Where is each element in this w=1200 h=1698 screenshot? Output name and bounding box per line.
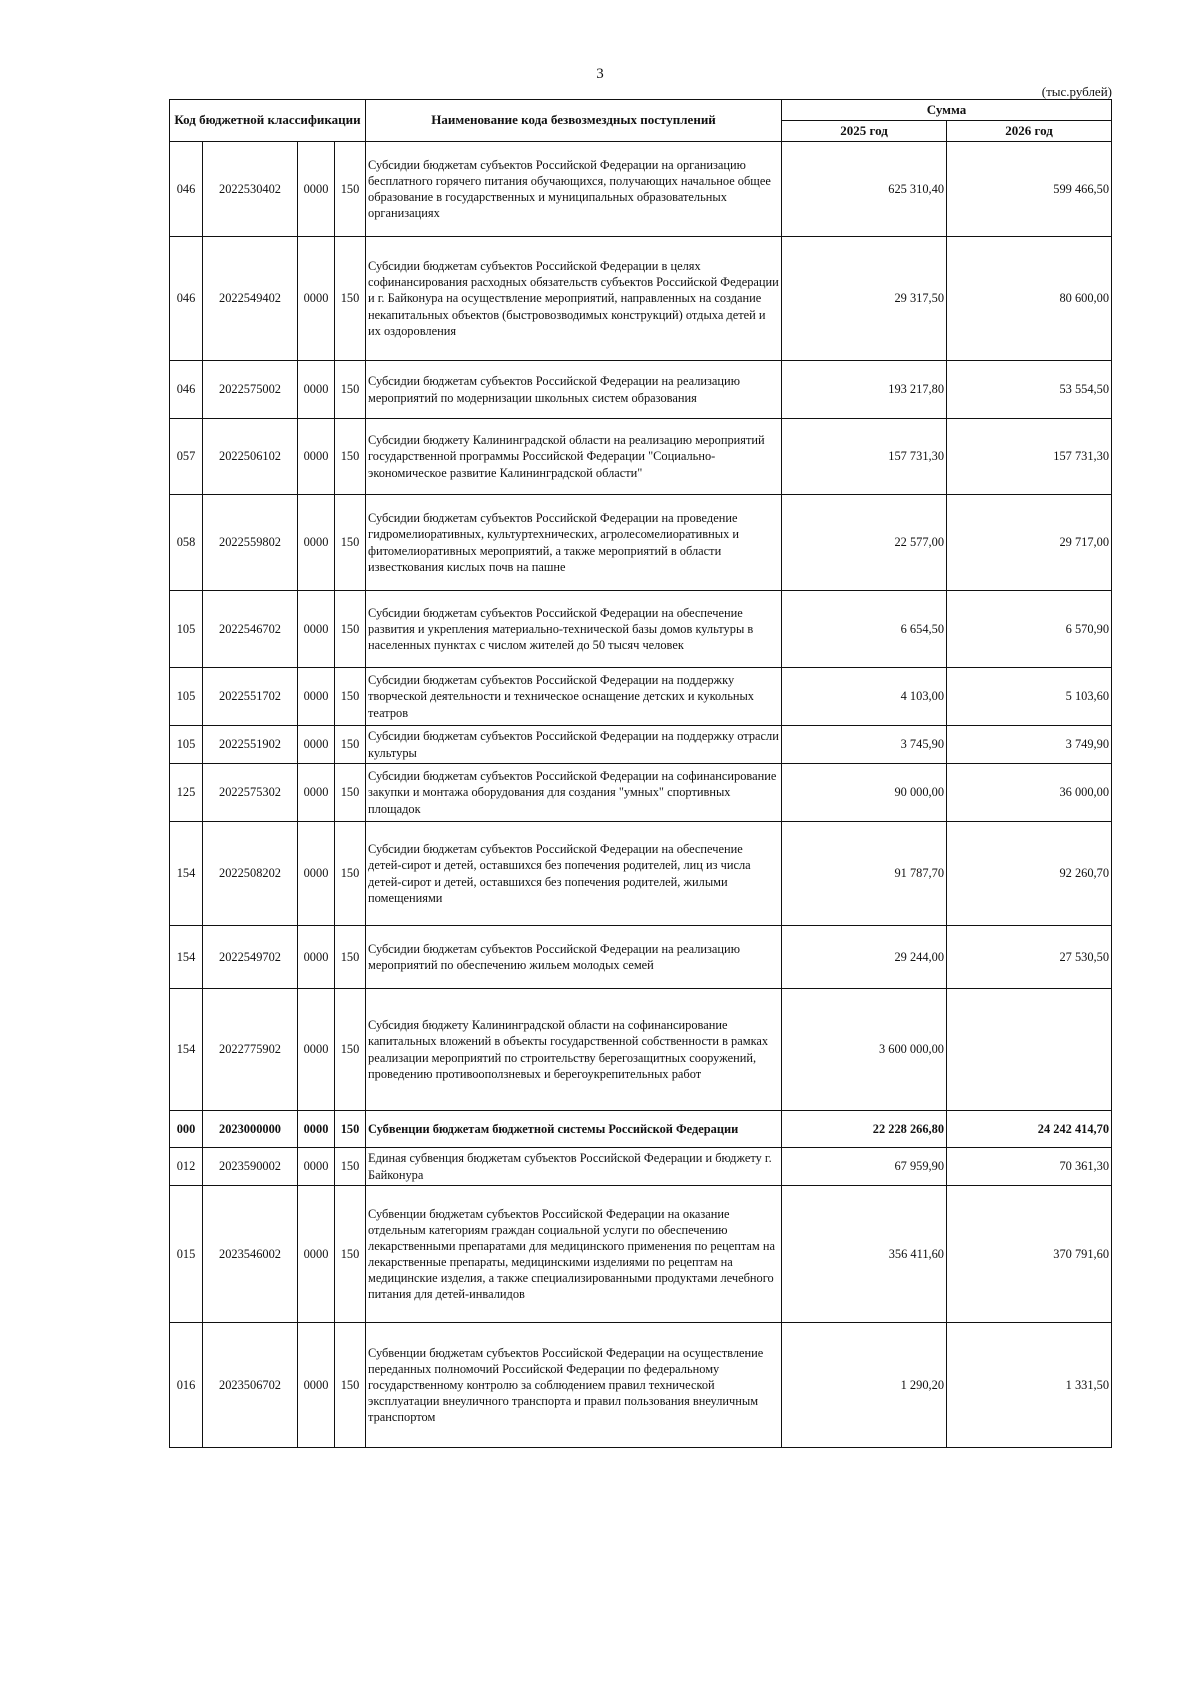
program-code-cell: 0000: [298, 1186, 335, 1323]
table-body: [170, 142, 1112, 1448]
amount-2026-cell: 370 791,60: [947, 1186, 1112, 1323]
admin-code-cell: 105: [170, 591, 203, 668]
revenue-name-cell: Субсидии бюджету Калининградской области на реализацию мероприятий государственной программы Российской Федерации "Социально-экономическое развитие Калининградской области": [366, 419, 782, 495]
table-row: [170, 237, 1112, 361]
revenue-name-cell: Субвенции бюджетам субъектов Российской Федерации на оказание отдельным категориям граждан социальной услуги по обеспечению лекарственными препаратами для медицинского применения по рецептам на лекарственные препараты, медицинскими изделиями по рецептам на медицинские изделия, а также специализированными продуктами лечебного питания для детей-инвалидов: [366, 1186, 782, 1323]
economic-code-cell: 150: [335, 1111, 366, 1148]
revenue-name-cell: Субсидии бюджетам субъектов Российской Федерации на обеспечение развития и укрепления материально-технической базы домов культуры в населенных пунктах с числом жителей до 50 тысяч человек: [366, 591, 782, 668]
program-code-cell: 0000: [298, 1148, 335, 1186]
amount-2025-cell: 625 310,40: [782, 142, 947, 237]
program-code-cell: 0000: [298, 361, 335, 419]
amount-2026-cell: 70 361,30: [947, 1148, 1112, 1186]
program-code-cell: 0000: [298, 419, 335, 495]
amount-2025-cell: 91 787,70: [782, 822, 947, 926]
revenue-name-cell: Субсидии бюджетам субъектов Российской Федерации на организацию бесплатного горячего питания обучающихся, получающих начальное общее образование в государственных и муниципальных образовательных организациях: [366, 142, 782, 237]
amount-2026-cell: 6 570,90: [947, 591, 1112, 668]
amount-2025-cell: 6 654,50: [782, 591, 947, 668]
classification-code-cell: 2022575002: [203, 361, 298, 419]
revenue-name-cell: Субсидия бюджету Калининградской области на софинансирование капитальных вложений в объекты государственной собственности в рамках реализации мероприятий по строительству берегозащитных сооружений, проведению противооползневых и берегоукрепительных работ: [366, 989, 782, 1111]
admin-code-cell: 105: [170, 668, 203, 726]
admin-code-cell: 000: [170, 1111, 203, 1148]
header-name: Наименование кода безвозмездных поступлений: [366, 100, 782, 142]
revenue-name-cell: Субсидии бюджетам субъектов Российской Федерации на обеспечение детей-сирот и детей, оставшихся без попечения родителей, лиц из числа детей-сирот и детей, оставшихся без попечения родителей, жилыми помещениями: [366, 822, 782, 926]
economic-code-cell: 150: [335, 1186, 366, 1323]
admin-code-cell: 046: [170, 237, 203, 361]
admin-code-cell: 154: [170, 989, 203, 1111]
classification-code-cell: 2022775902: [203, 989, 298, 1111]
revenue-name-cell: Субвенции бюджетам бюджетной системы Российской Федерации: [366, 1111, 782, 1148]
classification-code-cell: 2022549702: [203, 926, 298, 989]
table-row: [170, 1323, 1112, 1448]
table-row: [170, 419, 1112, 495]
program-code-cell: 0000: [298, 668, 335, 726]
amount-2025-cell: 29 244,00: [782, 926, 947, 989]
program-code-cell: 0000: [298, 822, 335, 926]
admin-code-cell: 057: [170, 419, 203, 495]
header-code-group: Код бюджетной классификации: [170, 100, 366, 142]
admin-code-cell: 058: [170, 495, 203, 591]
revenue-name-cell: Субсидии бюджетам субъектов Российской Федерации на проведение гидромелиоративных, культуртехнических, агролесомелиоративных и фитомелиоративных мероприятий, а также мероприятий в области известкования кислых почв на пашне: [366, 495, 782, 591]
admin-code-cell: 125: [170, 764, 203, 822]
classification-code-cell: 2022549402: [203, 237, 298, 361]
admin-code-cell: 105: [170, 726, 203, 764]
revenue-name-cell: Единая субвенция бюджетам субъектов Российской Федерации и бюджету г. Байконура: [366, 1148, 782, 1186]
amount-2026-cell: 36 000,00: [947, 764, 1112, 822]
header-year-2026: 2026 год: [947, 121, 1112, 142]
revenue-name-cell: Субсидии бюджетам субъектов Российской Федерации на поддержку отрасли культуры: [366, 726, 782, 764]
table-row: [170, 495, 1112, 591]
table-row: [170, 1186, 1112, 1323]
economic-code-cell: 150: [335, 989, 366, 1111]
classification-code-cell: 2023590002: [203, 1148, 298, 1186]
economic-code-cell: 150: [335, 668, 366, 726]
economic-code-cell: 150: [335, 822, 366, 926]
amount-2026-cell: [947, 989, 1112, 1111]
amount-2025-cell: 3 745,90: [782, 726, 947, 764]
classification-code-cell: 2023506702: [203, 1323, 298, 1448]
program-code-cell: 0000: [298, 989, 335, 1111]
classification-code-cell: 2022530402: [203, 142, 298, 237]
amount-2026-cell: 5 103,60: [947, 668, 1112, 726]
classification-code-cell: 2022551702: [203, 668, 298, 726]
classification-code-cell: 2022575302: [203, 764, 298, 822]
classification-code-cell: 2023000000: [203, 1111, 298, 1148]
revenue-name-cell: Субвенции бюджетам субъектов Российской Федерации на осуществление переданных полномочий Российской Федерации по федеральному государственному контролю за соблюдением правил технической эксплуатации внеуличного транспорта и правил пользования внеуличным транспортом: [366, 1323, 782, 1448]
economic-code-cell: 150: [335, 726, 366, 764]
economic-code-cell: 150: [335, 419, 366, 495]
classification-code-cell: 2022559802: [203, 495, 298, 591]
admin-code-cell: 154: [170, 926, 203, 989]
admin-code-cell: 012: [170, 1148, 203, 1186]
program-code-cell: 0000: [298, 142, 335, 237]
admin-code-cell: 046: [170, 361, 203, 419]
classification-code-cell: 2023546002: [203, 1186, 298, 1323]
classification-code-cell: 2022508202: [203, 822, 298, 926]
amount-2026-cell: 599 466,50: [947, 142, 1112, 237]
economic-code-cell: 150: [335, 237, 366, 361]
amount-2026-cell: 24 242 414,70: [947, 1111, 1112, 1148]
table-row: [170, 591, 1112, 668]
amount-2026-cell: 1 331,50: [947, 1323, 1112, 1448]
amount-2025-cell: 90 000,00: [782, 764, 947, 822]
economic-code-cell: 150: [335, 926, 366, 989]
amount-2025-cell: 29 317,50: [782, 237, 947, 361]
amount-2025-cell: 1 290,20: [782, 1323, 947, 1448]
admin-code-cell: 015: [170, 1186, 203, 1323]
amount-2025-cell: 356 411,60: [782, 1186, 947, 1323]
amount-2025-cell: 3 600 000,00: [782, 989, 947, 1111]
program-code-cell: 0000: [298, 926, 335, 989]
economic-code-cell: 150: [335, 764, 366, 822]
program-code-cell: 0000: [298, 591, 335, 668]
economic-code-cell: 150: [335, 495, 366, 591]
table-row: [170, 1111, 1112, 1148]
program-code-cell: 0000: [298, 237, 335, 361]
table-row: [170, 142, 1112, 237]
amount-2026-cell: 53 554,50: [947, 361, 1112, 419]
economic-code-cell: 150: [335, 1148, 366, 1186]
amount-2025-cell: 157 731,30: [782, 419, 947, 495]
classification-code-cell: 2022546702: [203, 591, 298, 668]
admin-code-cell: 154: [170, 822, 203, 926]
table-row: [170, 361, 1112, 419]
table-row: [170, 822, 1112, 926]
revenue-name-cell: Субсидии бюджетам субъектов Российской Федерации на поддержку творческой деятельности и техническое оснащение детских и кукольных театров: [366, 668, 782, 726]
admin-code-cell: 016: [170, 1323, 203, 1448]
budget-table: [169, 99, 1112, 1448]
table-row: [170, 1148, 1112, 1186]
classification-code-cell: 2022551902: [203, 726, 298, 764]
table-row: [170, 926, 1112, 989]
economic-code-cell: 150: [335, 591, 366, 668]
program-code-cell: 0000: [298, 726, 335, 764]
revenue-name-cell: Субсидии бюджетам субъектов Российской Федерации на софинансирование закупки и монтажа оборудования для создания "умных" спортивных площадок: [366, 764, 782, 822]
amount-2025-cell: 4 103,00: [782, 668, 947, 726]
admin-code-cell: 046: [170, 142, 203, 237]
header-year-2025: 2025 год: [782, 121, 947, 142]
classification-code-cell: 2022506102: [203, 419, 298, 495]
economic-code-cell: 150: [335, 142, 366, 237]
page-number: 3: [596, 66, 604, 82]
revenue-name-cell: Субсидии бюджетам субъектов Российской Федерации на реализацию мероприятий по модернизации школьных систем образования: [366, 361, 782, 419]
program-code-cell: 0000: [298, 495, 335, 591]
amount-2025-cell: 67 959,90: [782, 1148, 947, 1186]
economic-code-cell: 150: [335, 1323, 366, 1448]
amount-2025-cell: 22 228 266,80: [782, 1111, 947, 1148]
header-sum: Сумма: [782, 100, 1112, 121]
amount-2025-cell: 22 577,00: [782, 495, 947, 591]
revenue-name-cell: Субсидии бюджетам субъектов Российской Федерации в целях софинансирования расходных обязательств субъектов Российской Федерации и г. Байконура на осуществление мероприятий, направленных на создание некапитальных объектов (быстровозводимых конструкций) отдыха детей и их оздоровления: [366, 237, 782, 361]
program-code-cell: 0000: [298, 764, 335, 822]
economic-code-cell: 150: [335, 361, 366, 419]
units-label: (тыс.рублей): [1041, 84, 1112, 99]
amount-2026-cell: 29 717,00: [947, 495, 1112, 591]
table-row: [170, 764, 1112, 822]
amount-2026-cell: 80 600,00: [947, 237, 1112, 361]
table-row: [170, 668, 1112, 726]
program-code-cell: 0000: [298, 1323, 335, 1448]
amount-2026-cell: 92 260,70: [947, 822, 1112, 926]
program-code-cell: 0000: [298, 1111, 335, 1148]
table-row: [170, 726, 1112, 764]
amount-2026-cell: 3 749,90: [947, 726, 1112, 764]
revenue-name-cell: Субсидии бюджетам субъектов Российской Федерации на реализацию мероприятий по обеспечению жильем молодых семей: [366, 926, 782, 989]
amount-2026-cell: 27 530,50: [947, 926, 1112, 989]
amount-2026-cell: 157 731,30: [947, 419, 1112, 495]
amount-2025-cell: 193 217,80: [782, 361, 947, 419]
table-row: [170, 989, 1112, 1111]
